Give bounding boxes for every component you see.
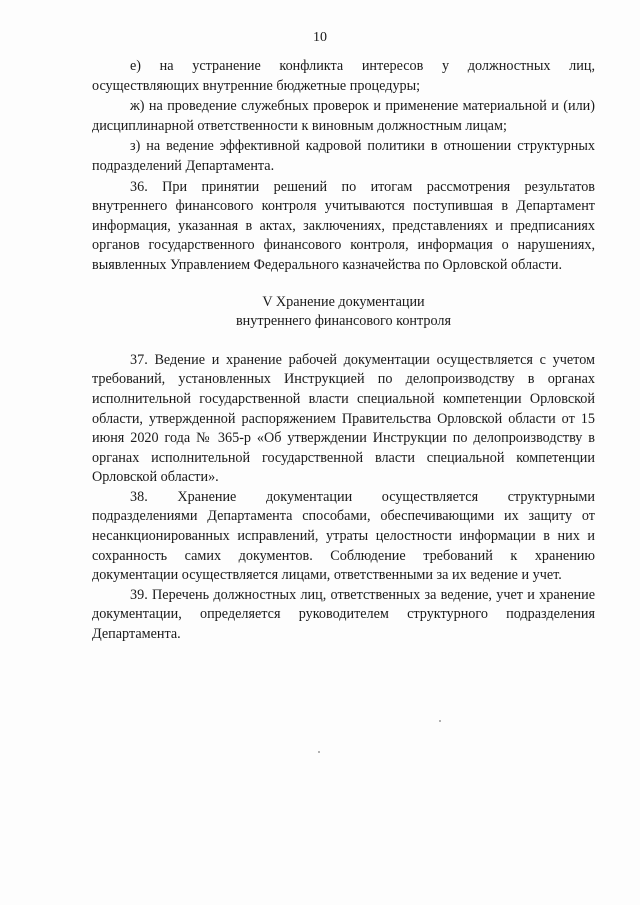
section-heading bbox=[92, 293, 595, 332]
scan-speck bbox=[318, 751, 320, 753]
paragraph-36: 36. При принятии решений по итогам рассмотрения результатов внутреннего финансового контроля учитываются поступившая в Департамент информация, указанная в актах, заключениях, представлениях и предписаниях органов государственного финансового контроля, информация о нарушениях, выявленных Управлением Федерального казначейства по Орловской области. bbox=[92, 178, 595, 273]
scan-speck bbox=[439, 720, 441, 722]
paragraph-zh: ж) на проведение служебных проверок и применение материальной и (или) дисциплинарной ответственности к виновным должностным лицам; bbox=[92, 98, 595, 134]
paragraph-z: з) на ведение эффективной кадровой политики в отношении структурных подразделений Департамента. bbox=[92, 138, 595, 174]
section-heading-line-2: внутреннего финансового контроля bbox=[235, 313, 452, 330]
page-number: 10 bbox=[313, 30, 327, 45]
paragraph-38: 38. Хранение документации осуществляется структурными подразделениями Департамента способами, обеспечивающими их защиту от несанкционированных исправлений, утраты целостности информации в них и сохранность самих документов. Соблюдение требований к хранению документации осуществляется лицами, ответственными за их ведение и учет. bbox=[92, 488, 595, 584]
section-heading-line-1: V Хранение документации bbox=[262, 293, 425, 310]
document-body bbox=[92, 57, 595, 645]
paragraph-37: 37. Ведение и хранение рабочей документации осуществляется с учетом требований, установленных Инструкцией по делопроизводству в органах исполнительной государственной власти специальной компетенции Орловской области, утвержденной распоряжением Правительства Орловской области от 15 июня 2020 года № 365-р «Об утверждении Инструкции по делопроизводству в органах исполнительной государственной власти специальной компетенции Орловской области». bbox=[92, 351, 595, 486]
paragraph-39: 39. Перечень должностных лиц, ответственных за ведение, учет и хранение документации, определяется руководителем структурного подразделения Департамента. bbox=[92, 586, 595, 643]
paragraph-e: е) на устранение конфликта интересов у должностных лиц, осуществляющих внутренние бюджетные процедуры; bbox=[92, 58, 595, 94]
